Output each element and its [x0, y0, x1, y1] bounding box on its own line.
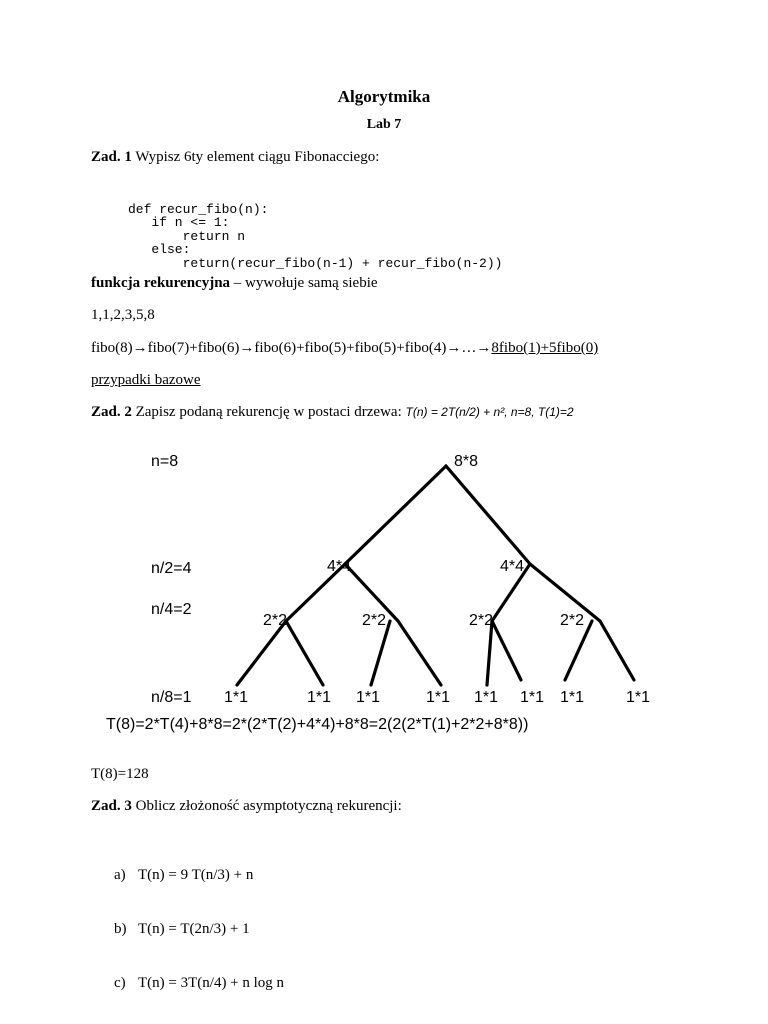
- tree-level-label: n/8=1: [151, 689, 192, 706]
- zad3-label: Zad. 3: [91, 798, 132, 814]
- tree-level-label: n/4=2: [151, 601, 192, 618]
- tree-node: 2*2: [560, 612, 585, 629]
- tree-edge: [237, 621, 286, 685]
- tree-edge: [600, 621, 634, 680]
- list-item: [114, 866, 284, 884]
- tree-leaf: 1*1: [224, 689, 249, 706]
- tree-node: 2*2: [263, 612, 288, 629]
- zad2-text: Zapisz podaną rekurencję w postaci drzewa:: [131, 404, 406, 420]
- tree-leaf: 1*1: [474, 689, 499, 706]
- tree-node: 2*2: [469, 612, 494, 629]
- tree-edge: [371, 621, 390, 685]
- code-line: def recur_fibo(n):: [128, 201, 269, 217]
- zad1-label: Zad. 1: [91, 149, 132, 165]
- tree-edges: [237, 466, 634, 685]
- tree-leaf: 1*1: [626, 689, 651, 706]
- tree-leaf: 1*1: [307, 689, 332, 706]
- fibonacci-sequence: 1,1,2,3,5,8: [91, 307, 155, 323]
- tree-node: 4*4: [327, 558, 352, 575]
- list-marker: a): [114, 867, 126, 883]
- definition-text: – wywołuje samą siebie: [230, 275, 378, 291]
- tree-level-label: n/2=4: [151, 560, 192, 577]
- list-item-text: T(n) = 9 T(n/3) + n: [138, 867, 254, 883]
- tree-edge: [446, 466, 530, 564]
- list-item-text: T(n) = T(2n/3) + 1: [138, 921, 250, 937]
- tree-edge: [487, 621, 492, 685]
- list-marker: b): [114, 921, 127, 937]
- list-item-text: T(n) = 3T(n/4) + n log n: [138, 975, 285, 991]
- tree-edge: [286, 621, 323, 685]
- list-marker: c): [114, 975, 126, 991]
- code-line: return n: [128, 228, 246, 244]
- zad1-text: Wypisz 6ty element ciągu Fibonacciego:: [131, 149, 380, 165]
- zad2-result: T(8)=128: [91, 766, 149, 782]
- list-item: [114, 920, 284, 938]
- tree-edge: [565, 621, 592, 680]
- definition-term: funkcja rekurencyjna: [91, 275, 231, 291]
- list-item: [114, 974, 284, 992]
- tree-equation: T(8)=2*T(4)+8*8=2*(2*T(2)+4*4)+8*8=2(2(2*T(1)+2*2+8*8)): [106, 716, 529, 733]
- fibo-expansion-plain: fibo(8)→fibo(7)+fibo(6)→fibo(6)+fibo(5)+fibo(5)+fibo(4)→…→: [91, 340, 492, 356]
- zad3-heading: [91, 797, 402, 815]
- zad3-list: [114, 830, 284, 1010]
- tree-leaf: 1*1: [356, 689, 381, 706]
- document-subtitle: Lab 7: [366, 117, 402, 132]
- tree-node: 2*2: [362, 612, 387, 629]
- tree-leaf: 1*1: [520, 689, 545, 706]
- zad2-formula: T(n) = 2T(n/2) + n², n=8, T(1)=2: [405, 405, 574, 419]
- tree-leaf: 1*1: [560, 689, 585, 706]
- tree-edge: [492, 621, 521, 680]
- base-cases: przypadki bazowe: [91, 372, 201, 388]
- tree-node-root: 8*8: [454, 453, 479, 470]
- code-line: else:: [128, 242, 191, 257]
- zad2-label: Zad. 2: [91, 404, 132, 420]
- tree-node: 4*4: [500, 558, 525, 575]
- code-line: return(recur_fibo(n-1) + recur_fibo(n-2)): [128, 255, 503, 271]
- tree-edge: [345, 466, 446, 564]
- fibo-expansion-result: 8fibo(1)+5fibo(0): [491, 340, 599, 356]
- zad3-text: Oblicz złożoność asymptotyczną rekurencji:: [131, 798, 402, 814]
- code-line: if n <= 1:: [128, 215, 230, 230]
- document-title: Algorytmika: [337, 87, 431, 106]
- tree-level-label: n=8: [151, 453, 179, 470]
- tree-leaf: 1*1: [426, 689, 451, 706]
- tree-edge: [398, 621, 441, 685]
